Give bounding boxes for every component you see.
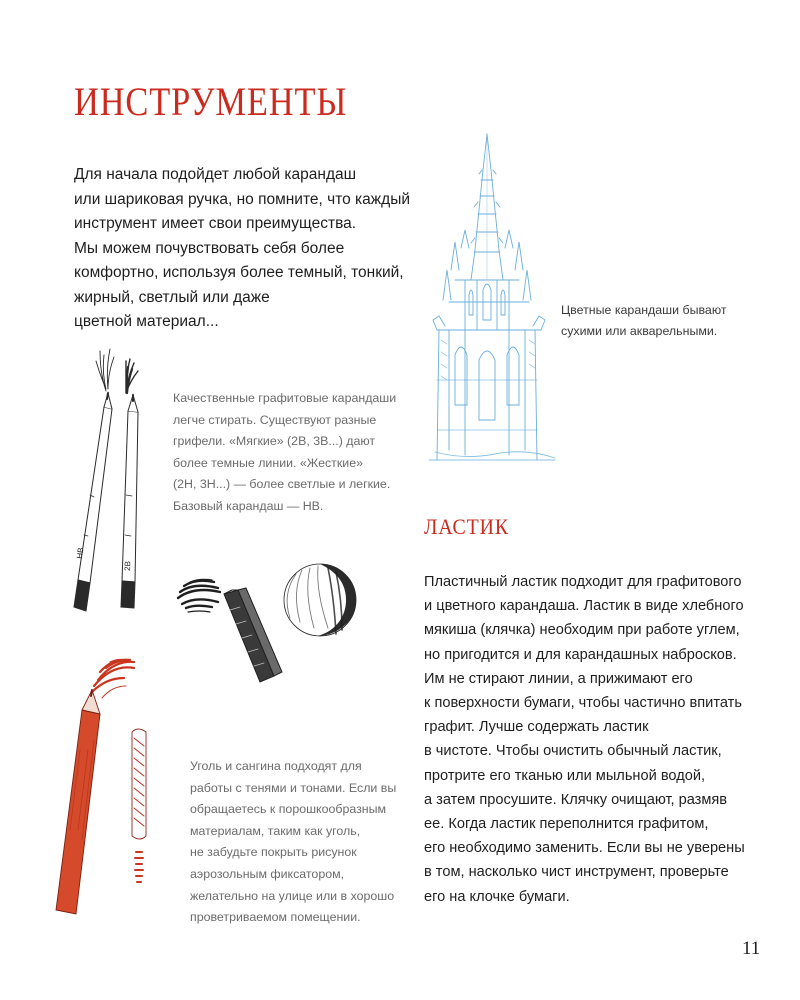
pencil-grade-label-2b: 2B — [123, 560, 133, 572]
intro-line: Для начала подойдет любой карандаш — [74, 166, 357, 183]
graphite-pencils-illustration — [60, 345, 170, 615]
page-title: ИНСТРУМЕНТЫ — [74, 79, 348, 124]
eraser-line: мякиша (клячка) необходим при работе углем, — [424, 622, 740, 639]
graphite-caption — [173, 388, 396, 518]
intro-line: или шариковая ручка, но помните, что каждый — [74, 190, 410, 208]
eraser-line: Пластичный ластик подходит для графитового — [424, 574, 742, 590]
caption-line: Цветные карандаши бывают — [561, 303, 727, 317]
caption-line: работы с тенями и тонами. Если вы — [190, 780, 397, 795]
eraser-line: и цветного карандаша. Ластик в виде хлебного — [424, 598, 744, 615]
caption-line: более темные линии. «Жесткие» — [173, 455, 363, 470]
intro-line: Мы можем почувствовать себя более — [74, 239, 345, 257]
caption-line: аэрозольным фиксатором, — [190, 866, 345, 881]
intro-paragraph — [74, 163, 414, 335]
eraser-line: Им не стирают линии, а прижимают его — [424, 670, 693, 687]
eraser-heading: ЛАСТИК — [424, 514, 509, 539]
caption-line: Качественные графитовые карандаши — [173, 391, 397, 405]
caption-line: сухими или акварельными. — [561, 324, 718, 338]
caption-line: грифели. «Мягкие» (2B, 3B...) дают — [173, 434, 376, 449]
eraser-line: в чистоте. Чтобы очистить обычный ластик, — [424, 743, 722, 760]
caption-line: Базовый карандаш — HB. — [173, 498, 324, 513]
caption-line: не забудьте покрыть рисунок — [190, 845, 357, 860]
charcoal-illustration — [172, 560, 362, 700]
eraser-line: в том, насколько чист инструмент, проверьте — [424, 864, 729, 881]
charcoal-caption — [190, 756, 396, 929]
color-pencils-caption — [561, 300, 727, 342]
eraser-paragraph — [424, 570, 764, 909]
eraser-line: протрите его тканью или мыльной водой, — [424, 767, 706, 784]
caption-line: обращаетесь к порошкообразным — [190, 802, 387, 817]
eraser-line: но пригодится и для карандашных набросков. — [424, 646, 737, 663]
caption-line: Уголь и сангина подходят для — [190, 759, 362, 773]
eraser-line: к поверхности бумаги, чтобы частично впитать — [424, 695, 742, 712]
caption-line: легче стирать. Существуют разные — [173, 412, 377, 427]
intro-line: жирный, светлый или даже — [74, 288, 270, 306]
caption-line: материалам, таким как уголь, — [190, 823, 361, 838]
caption-line: (2H, 3H...) — более светлые и легкие. — [173, 477, 391, 492]
caption-line: желательно на улице или в хорошо — [190, 888, 395, 903]
eraser-line: ее. Когда ластик переполнится графитом, — [424, 816, 709, 833]
intro-line: цветной материал... — [74, 313, 219, 330]
eraser-line: а затем просушите. Клячку очищают, размяв — [424, 791, 728, 808]
cathedral-spire-sketch — [425, 130, 565, 470]
eraser-line: его на клочке бумаги. — [424, 888, 570, 905]
intro-line: комфортно, используя более темный, тонкий, — [74, 264, 404, 281]
pencil-grade-label-hb: HB — [75, 547, 86, 560]
sanguine-illustration — [40, 640, 170, 940]
caption-line: проветриваемом помещении. — [190, 910, 361, 925]
intro-line: инструмент имеет свои преимущества. — [74, 215, 357, 232]
eraser-line: его необходимо заменить. Если вы не уверены — [424, 840, 745, 857]
eraser-line: графит. Лучше содержать ластик — [424, 719, 649, 736]
page-number: 11 — [742, 938, 761, 959]
